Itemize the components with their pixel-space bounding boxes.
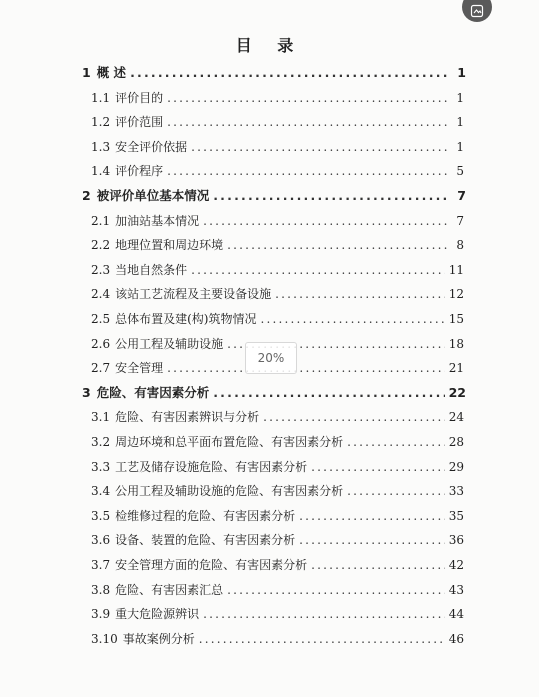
toc-entry-page: 15 <box>448 312 464 326</box>
toc-entry-label: 重大危险源辨识 <box>115 607 200 622</box>
toc-section[interactable] <box>91 432 464 452</box>
dot-leader <box>167 112 448 132</box>
toc-entry-label: 当地自然条件 <box>115 262 188 277</box>
toc-entry-page: 42 <box>448 558 464 572</box>
toc-entry-page: 35 <box>448 508 464 523</box>
image-toggle-icon <box>470 4 484 18</box>
toc-entry-page: 1 <box>456 90 464 105</box>
toc-section[interactable] <box>91 457 464 477</box>
toc-entry-number: 3.2 <box>91 435 111 449</box>
toc-section[interactable] <box>91 260 464 280</box>
toc-section[interactable] <box>91 555 464 575</box>
toc-entry-number: 2.3 <box>91 262 111 277</box>
toc-section[interactable] <box>91 309 464 329</box>
toc-entry-number: 2 <box>82 188 91 203</box>
toc-section[interactable] <box>91 112 464 132</box>
toc-entry-number: 3 <box>82 384 91 400</box>
dot-leader <box>227 235 448 255</box>
toc-entry-label: 总体布置及建(构)筑物情况 <box>115 312 257 326</box>
toc-entry-label: 该站工艺流程及主要设备设施 <box>115 287 272 302</box>
dot-leader <box>263 407 445 427</box>
toc-entry-number: 1.2 <box>91 115 111 130</box>
dot-leader <box>191 137 448 157</box>
toc-entry-number: 3.4 <box>91 484 111 499</box>
dot-leader <box>167 358 445 378</box>
toc-entry-number: 1.4 <box>91 164 111 179</box>
toc-entry-page: 46 <box>448 631 464 646</box>
dot-leader <box>199 629 445 649</box>
toc-section[interactable] <box>91 88 464 108</box>
dot-leader <box>227 580 445 600</box>
toc-entry-number: 1.3 <box>91 139 111 154</box>
toc-section[interactable] <box>91 407 464 427</box>
dot-leader <box>213 186 450 206</box>
toc-entry-label: 安全管理 <box>115 361 164 376</box>
toc-entry-page: 18 <box>448 336 464 351</box>
dot-leader <box>213 383 444 403</box>
toc-entry-label: 评价程序 <box>115 164 164 179</box>
toc-entry-label: 工艺及储存设施危险、有害因素分析 <box>115 459 308 474</box>
dot-leader <box>167 161 448 181</box>
toc-entry-page: 1 <box>457 65 466 80</box>
toc-entry-label: 安全评价依据 <box>115 139 188 154</box>
toc-entry-page: 29 <box>448 459 464 474</box>
toc-entry-page: 11 <box>448 262 464 277</box>
toc-entry-page: 7 <box>457 188 466 203</box>
toc-entry-number: 3.3 <box>91 459 111 474</box>
toc-entry-number: 3.6 <box>91 533 111 548</box>
dot-leader <box>191 260 445 280</box>
toc-entry-page: 1 <box>456 139 464 154</box>
toc-entry-number: 3.1 <box>91 410 111 425</box>
toc-section[interactable] <box>91 284 464 304</box>
toc-section[interactable] <box>91 211 464 231</box>
toc-entry-page: 24 <box>448 410 464 425</box>
toc-section[interactable] <box>91 481 464 501</box>
toc-entry-label: 公用工程及辅助设施 <box>115 336 224 351</box>
toc-entry-number: 2.2 <box>91 238 111 253</box>
toc-entry-number: 3.10 <box>91 631 118 646</box>
toc-entry-label: 周边环境和总平面布置危险、有害因素分析 <box>115 435 344 449</box>
toc-entry-number: 3.9 <box>91 607 111 622</box>
toc-entry-number: 2.7 <box>91 361 111 376</box>
toc-entry-number: 2.6 <box>91 336 111 351</box>
toc-chapter[interactable] <box>82 186 466 206</box>
dot-leader <box>347 432 445 452</box>
toc-entry-label: 设备、装置的危险、有害因素分析 <box>115 533 296 548</box>
toc-entry-page: 43 <box>448 582 464 597</box>
dot-leader <box>275 284 445 304</box>
toc-section[interactable] <box>91 161 464 181</box>
toc-entry-page: 21 <box>448 361 464 376</box>
toc-entry-label: 危险、有害因素分析 <box>96 384 210 400</box>
toc-section[interactable] <box>91 235 464 255</box>
dot-leader <box>299 506 445 526</box>
toc-entry-number: 2.4 <box>91 287 111 302</box>
toc-entry-page: 28 <box>448 435 464 449</box>
toc-entry-label: 事故案例分析 <box>122 631 195 646</box>
toc-section[interactable] <box>91 137 464 157</box>
zoom-level-indicator: 20% <box>245 342 297 374</box>
dot-leader <box>311 457 445 477</box>
toc-entry-number: 3.7 <box>91 558 111 572</box>
toc-entry-number: 3.8 <box>91 582 111 597</box>
toc-entry-label: 危险、有害因素汇总 <box>115 582 224 597</box>
dot-leader <box>203 211 448 231</box>
toc-entry-page: 33 <box>448 484 464 499</box>
toc-entry-number: 1.1 <box>91 90 111 105</box>
toc-entry-page: 44 <box>448 607 464 622</box>
toc-entry-number: 2.5 <box>91 312 111 326</box>
dot-leader <box>203 604 445 624</box>
toc-section[interactable] <box>91 604 464 624</box>
toc-entry-label: 公用工程及辅助设施的危险、有害因素分析 <box>115 484 344 499</box>
toc-entry-label: 安全管理方面的危险、有害因素分析 <box>115 558 308 572</box>
toc-chapter[interactable] <box>82 383 466 403</box>
dot-leader <box>167 88 448 108</box>
toc-chapter[interactable] <box>82 63 466 83</box>
toc-entry-label: 加油站基本情况 <box>115 213 200 228</box>
dot-leader <box>299 530 445 550</box>
toc-entry-page: 5 <box>456 164 464 179</box>
toc-entry-page: 8 <box>456 238 464 253</box>
toc-section[interactable] <box>91 580 464 600</box>
toc-entry-label: 评价目的 <box>115 90 164 105</box>
toc-entry-label: 评价范围 <box>115 115 164 130</box>
dot-leader <box>260 309 444 329</box>
dot-leader <box>130 63 450 83</box>
toc-entry-page: 1 <box>456 115 464 130</box>
toc-entry-number: 1 <box>82 65 91 80</box>
toc-entry-page: 36 <box>448 533 464 548</box>
toc-entry-label: 危险、有害因素辨识与分析 <box>115 410 260 425</box>
dot-leader <box>311 555 445 575</box>
toc-entry-label: 被评价单位基本情况 <box>96 188 210 203</box>
toc-entry-number: 2.1 <box>91 213 111 228</box>
toc-entry-label: 地理位置和周边环境 <box>115 238 224 253</box>
toc-entry-label: 概 述 <box>96 65 127 80</box>
toc-entry-label: 检维修过程的危险、有害因素分析 <box>115 508 296 523</box>
toc-section[interactable] <box>91 506 464 526</box>
toc-section[interactable] <box>91 530 464 550</box>
toc-entry-page: 22 <box>448 384 466 400</box>
toc-entry-page: 12 <box>448 287 464 302</box>
toc-section[interactable] <box>91 629 464 649</box>
toc-entry-page: 7 <box>456 213 464 228</box>
toc-title: 目 录 <box>235 36 304 55</box>
toc-entry-number: 3.5 <box>91 508 111 523</box>
dot-leader <box>347 481 445 501</box>
